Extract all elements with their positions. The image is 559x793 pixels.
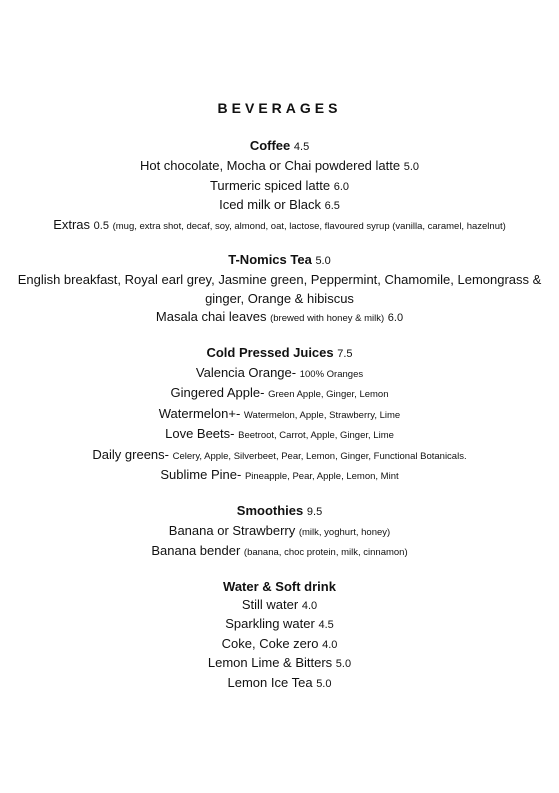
section-coffee xyxy=(0,136,559,236)
item-price: 5.0 xyxy=(403,161,420,173)
section-name: T-Nomics Tea xyxy=(228,252,312,267)
item-name: Iced milk or Black xyxy=(219,197,321,212)
item-note: (brewed with honey & milk) xyxy=(270,313,385,324)
item-price: 0.5 xyxy=(93,219,109,232)
menu-item xyxy=(0,674,559,694)
menu-item xyxy=(0,216,559,237)
item-name: Sparkling water xyxy=(225,616,315,631)
menu-item xyxy=(0,405,559,426)
section-name: Smoothies xyxy=(236,502,304,518)
item-price: 4.5 xyxy=(318,619,334,631)
item-name: Banana or Strawberry xyxy=(168,522,296,538)
section-heading xyxy=(0,577,559,596)
menu-item xyxy=(0,364,559,385)
item-name: Banana bender xyxy=(151,543,241,558)
item-note: Celery, Apple, Silverbeet, Pear, Lemon, Ginger, Functional Botanicals. xyxy=(172,450,467,462)
item-note: Beetroot, Carrot, Apple, Ginger, Lime xyxy=(238,430,394,441)
item-note: Pineapple, Pear, Apple, Lemon, Mint xyxy=(244,471,399,482)
section-price: 9.5 xyxy=(306,505,323,518)
item-note: (banana, choc protein, milk, cinnamon) xyxy=(243,547,408,558)
menu-item xyxy=(0,271,559,308)
menu-item xyxy=(0,542,559,563)
section-heading xyxy=(0,250,559,271)
item-name: Sublime Pine- xyxy=(160,467,242,482)
item-note: Watermelon, Apple, Strawberry, Lime xyxy=(243,409,401,421)
menu-item xyxy=(0,654,559,674)
item-price: 5.0 xyxy=(316,677,332,690)
section-price: 7.5 xyxy=(337,347,353,360)
menu-item xyxy=(0,177,559,197)
item-name: Lemon Ice Tea xyxy=(227,674,313,690)
item-name: Gingered Apple- xyxy=(170,385,265,400)
menu-item xyxy=(0,522,559,543)
item-name: Lemon Lime & Bitters xyxy=(207,655,333,670)
menu-item xyxy=(0,425,559,446)
section-name: Coffee xyxy=(249,138,291,153)
item-name: Coke, Coke zero xyxy=(221,635,319,651)
section-heading xyxy=(0,501,559,522)
menu-item xyxy=(0,196,559,216)
item-price: 4.0 xyxy=(322,638,338,651)
section-price: 4.5 xyxy=(293,141,310,153)
item-name: Valencia Orange- xyxy=(195,364,297,380)
item-name: Hot chocolate, Mocha or Chai powdered latte xyxy=(139,158,401,173)
menu-sections xyxy=(0,136,559,707)
item-name: Masala chai leaves xyxy=(155,309,267,324)
item-price: 6.5 xyxy=(324,200,340,212)
menu-item xyxy=(0,384,559,405)
item-note: Green Apple, Ginger, Lemon xyxy=(268,389,389,400)
item-note: (milk, yoghurt, honey) xyxy=(298,526,391,538)
section-name: Water & Soft drink xyxy=(223,578,336,594)
item-name: Love Beets- xyxy=(165,426,235,441)
section-heading xyxy=(0,136,559,157)
menu-item xyxy=(0,635,559,655)
section-water-soft-drink xyxy=(0,577,559,694)
section-smoothies xyxy=(0,501,559,563)
item-note: (mug, extra shot, decaf, soy, almond, oat, lactose, flavoured syrup (vanilla, caramel, hazelnut) xyxy=(112,220,506,232)
item-price: 6.0 xyxy=(333,180,350,193)
item-name: Still water xyxy=(241,596,299,612)
item-name: English breakfast, Royal earl grey, Jasmine green, Peppermint, Chamomile, Lemongrass & ginger, Orange & hibiscus xyxy=(17,272,542,306)
menu-item xyxy=(0,308,559,329)
item-price: 6.0 xyxy=(387,312,404,324)
menu-item xyxy=(0,157,559,177)
section-heading xyxy=(0,343,559,364)
page-title: BEVERAGES xyxy=(217,100,342,116)
item-price: 5.0 xyxy=(335,658,352,670)
menu-item xyxy=(0,466,559,487)
item-name: Extras xyxy=(53,216,91,232)
item-name: Watermelon+- xyxy=(158,405,241,421)
section-name: Cold Pressed Juices xyxy=(206,344,334,360)
menu-item xyxy=(0,615,559,635)
item-note: 100% Oranges xyxy=(299,368,364,380)
item-price: 4.0 xyxy=(301,599,318,612)
section-t-nomics-tea xyxy=(0,250,559,329)
item-name: Turmeric spiced latte xyxy=(209,177,331,193)
menu-item xyxy=(0,596,559,616)
section-price: 5.0 xyxy=(315,255,331,267)
menu-item xyxy=(0,446,559,467)
item-name: Daily greens- xyxy=(92,446,169,462)
section-cold-pressed-juices xyxy=(0,343,559,487)
